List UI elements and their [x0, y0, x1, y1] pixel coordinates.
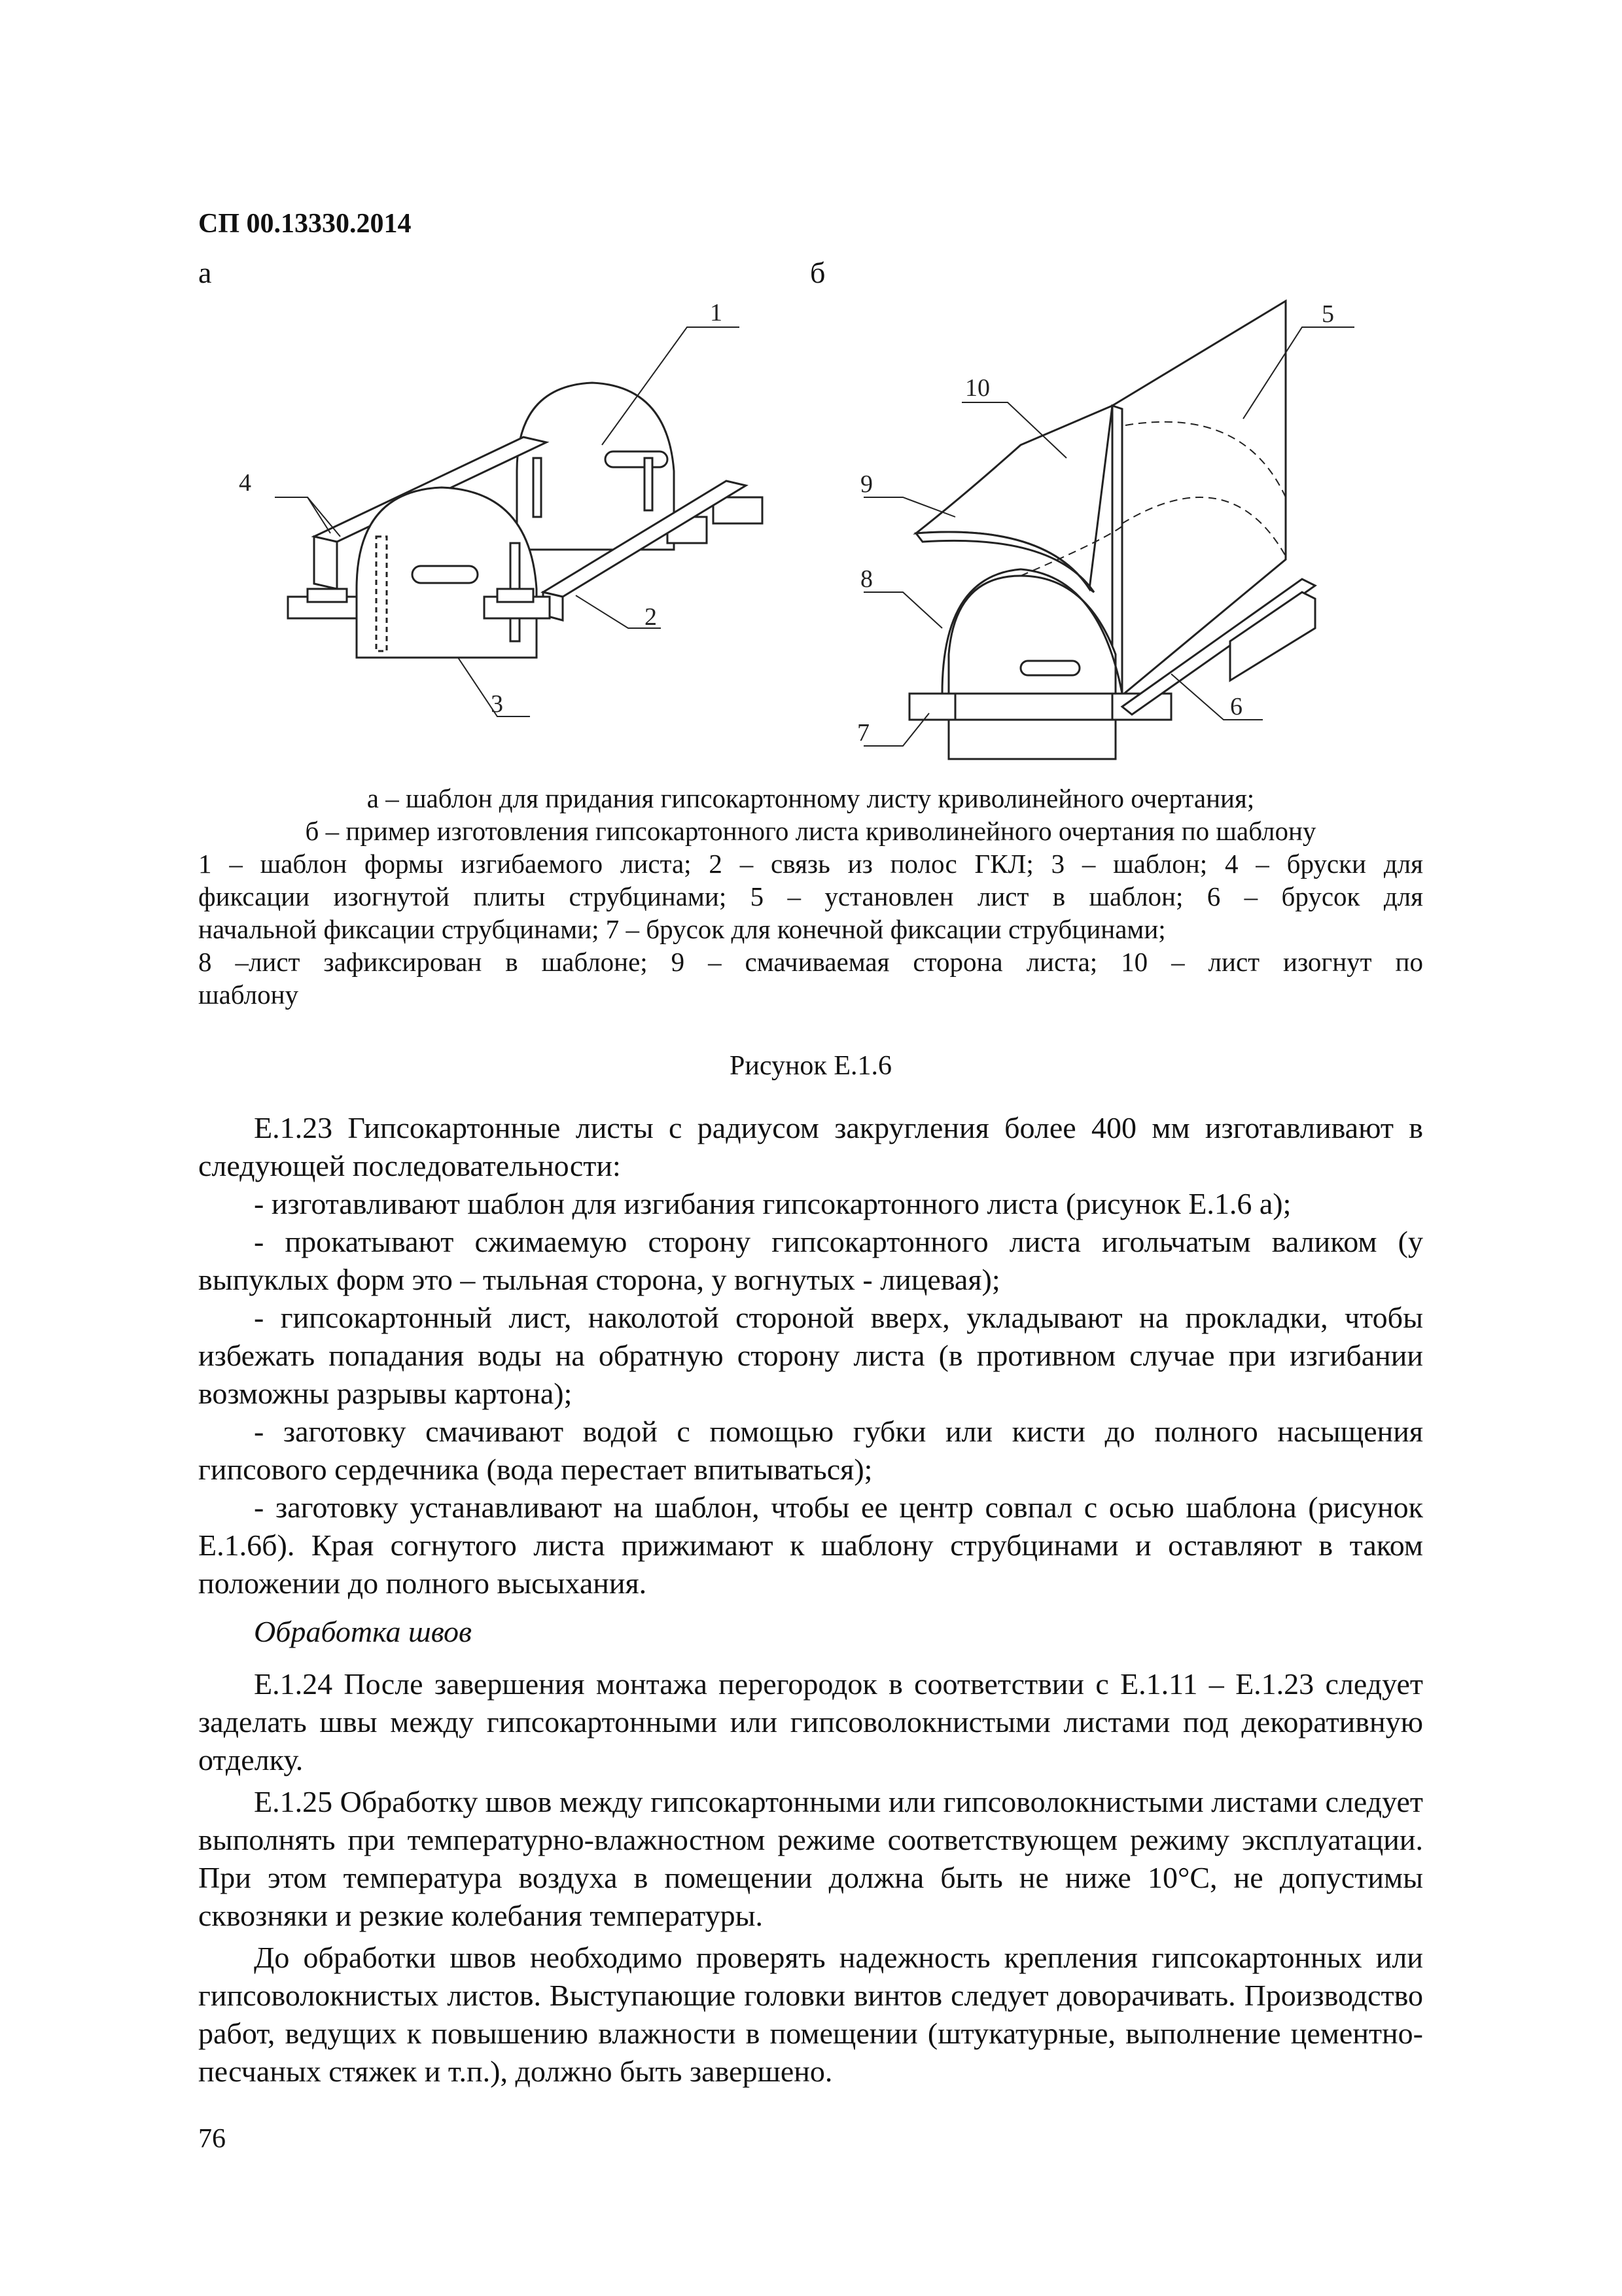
callout-6: 6 [1230, 693, 1243, 720]
caption-line: шаблону [198, 980, 299, 1010]
callout-10: 10 [965, 374, 990, 402]
paragraph: Е.1.24 После завершения монтажа перегородок в соответствии с Е.1.11 – Е.1.23 следует заделать швы между гипсокартонными или гипсоволокнистыми листами под декоративную отделку. [198, 1667, 1423, 1776]
caption-line: 8 –лист зафиксирован в шаблоне; 9 – смачиваемая сторона листа; 10 – лист изогнут по [198, 947, 1423, 977]
callout-3: 3 [491, 690, 503, 718]
caption-line: начальной фиксации струбцинами; 7 – брусок для конечной фиксации струбцинами; [198, 914, 1166, 944]
caption-line: фиксации изогнутой плиты струбцинами; 5 – установлен лист в шаблон; 6 – брусок для [198, 881, 1423, 911]
front-template [357, 487, 537, 658]
paragraph: - изготавливают шаблон для изгибания гипсокартонного листа (рисунок Е.1.6 а); [254, 1187, 1292, 1220]
body-text [198, 1109, 1423, 2091]
back-template [517, 383, 674, 550]
caption-line: 1 – шаблон формы изгибаемого листа; 2 – связь из полос ГКЛ; 3 – шаблон; 4 – бруски для [198, 849, 1423, 879]
section-title: Обработка швов [254, 1615, 472, 1648]
callout-4: 4 [239, 469, 251, 497]
page-number: 76 [198, 2124, 226, 2154]
paragraph: - заготовку смачивают водой с помощью губки или кисти до полного насыщения гипсового сердечника (вода перестает впитываться); [198, 1415, 1423, 1486]
bent-sheet [916, 406, 1112, 592]
figure-e16-drawing [0, 0, 1622, 785]
caption-line: а – шаблон для придания гипсокартонному листу криволинейного очертания; [366, 783, 1255, 813]
paragraph: - заготовку устанавливают на шаблон, чтобы ее центр совпал с осью шаблона (рисунок Е.1.6б). Края согнутого листа прижимают к шаблону струбцинами и оставляют в таком положении до полного высыхания. [198, 1491, 1423, 1600]
document-code: СП 00.13330.2014 [198, 209, 412, 239]
callout-7: 7 [857, 719, 870, 747]
caption-line: б – пример изготовления гипсокартонного листа криволинейного очертания по шаблону [305, 816, 1316, 846]
panel-a-label: а [198, 256, 212, 289]
callout-5: 5 [1322, 300, 1334, 328]
paragraph: - прокатывают сжимаемую сторону гипсокартонного листа игольчатым валиком (у выпуклых форм это – тыльная сторона, у вогнутых - лицевая); [198, 1225, 1423, 1296]
paragraph: Е.1.23 Гипсокартонные листы с радиусом закругления более 400 мм изготавливают в следующей последовательности: [198, 1111, 1423, 1182]
paragraph: Е.1.25 Обработку швов между гипсокартонными или гипсоволокнистыми листами следует выполнять при температурно-влажностном режиме соответствующем режиму эксплуатации. При этом температура воздуха в помещении должна быть не ниже 10°С, не допустимы сквозняки и резкие колебания температуры. [198, 1785, 1423, 1932]
callout-9: 9 [860, 470, 873, 498]
paragraph: - гипсокартонный лист, наколотой стороной вверх, укладывают на прокладки, чтобы избежать попадания воды на обратную сторону листа (в противном случае при изгибании возможны разрывы картона); [198, 1301, 1423, 1410]
figure-title: Рисунок Е.1.6 [730, 1051, 892, 1081]
callout-1: 1 [710, 299, 722, 327]
paragraph: До обработки швов необходимо проверять надежность крепления гипсокартонных или гипсоволокнистых листов. Выступающие головки винтов следует доворачивать. Производство работ, ведущих к повышению влажности в помещении (штукатурные, выполнение цементно-песчаных стяжек и т.п.), должно быть завершено. [198, 1941, 1423, 2088]
panel-b-label: б [810, 256, 826, 289]
callout-2: 2 [644, 603, 657, 631]
callout-8: 8 [860, 565, 873, 593]
